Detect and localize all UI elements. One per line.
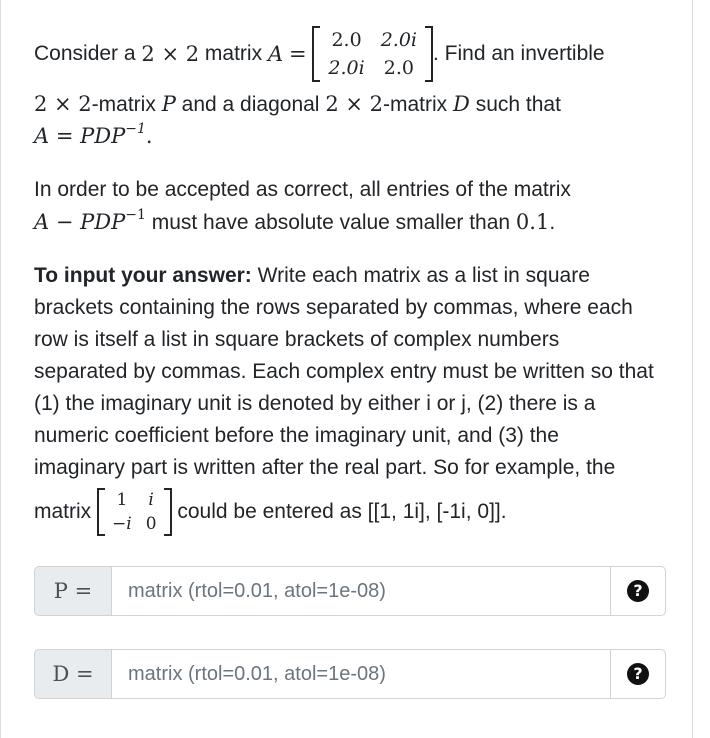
answer-P-label: P = xyxy=(34,566,112,616)
answer-P-group xyxy=(34,566,666,616)
intro-post: . Find an invertible xyxy=(433,42,605,65)
line2-d: such that xyxy=(475,93,561,116)
howto-line-5: (1) the imaginary unit is denoted by either i or j, (2) there is a xyxy=(34,392,596,415)
question-circle-icon: ? xyxy=(627,663,649,685)
matrix-A-cell: 2.0 xyxy=(383,57,414,79)
answer-D-label: D = xyxy=(34,649,112,699)
dim-2x2: 2 × 2 xyxy=(141,42,200,66)
example-line xyxy=(34,482,674,542)
question-circle-icon: ? xyxy=(627,580,649,602)
dim-2x2-b: 2 × 2 xyxy=(34,92,92,116)
answer-D-input[interactable] xyxy=(112,649,610,699)
symbol-P: P xyxy=(161,92,176,116)
example-post: could be entered as [[1, 1i], [-1i, 0]]. xyxy=(177,500,507,523)
howto-line-6: numeric coefficient before the imaginary unit, and (3) the xyxy=(34,424,559,447)
question-line-1 xyxy=(34,22,674,86)
matrix-A xyxy=(312,26,433,82)
howto-line-7: imaginary part is written after the real part. So for example, the xyxy=(34,456,616,479)
accept-text: must have absolute value smaller than xyxy=(151,211,511,234)
answer-D-group xyxy=(34,649,666,699)
howto-bold: To input your answer: xyxy=(34,264,252,287)
equation-A-PDP: $A = PDP^{-1}$. xyxy=(34,121,153,148)
howto-line-3: row is itself a list in square brackets of complex numbers xyxy=(34,328,560,351)
howto-line-2: brackets containing the rows separated by commas, where each xyxy=(34,296,633,319)
matrix-A-cell: 2.0i xyxy=(328,57,365,79)
line2-c: -matrix xyxy=(382,93,448,116)
howto-line-4: separated by commas. Each complex entry must be written so that xyxy=(34,360,654,383)
intro-matrix-word: matrix xyxy=(204,42,263,65)
example-matrix-cell: 1 xyxy=(116,490,128,510)
accept-expr: A − PDP xyxy=(34,210,126,234)
symbol-A: A xyxy=(267,42,284,66)
matrix-A-cell: 2.0 xyxy=(331,29,362,51)
matrix-A-cell: 2.0i xyxy=(380,29,417,51)
symbol-D: D xyxy=(453,92,470,116)
dim-2x2-c: 2 × 2 xyxy=(325,92,383,116)
howto-line-1: To input your answer: Write each matrix as a list in square xyxy=(34,264,590,287)
intro-pre: Consider a xyxy=(34,42,136,65)
answer-P-input[interactable] xyxy=(112,566,610,616)
accept-threshold: 0.1 xyxy=(515,210,550,234)
question-line-2 xyxy=(34,88,674,121)
accept-line-1: In order to be accepted as correct, all entries of the matrix xyxy=(34,178,571,201)
answer-P-help-button[interactable] xyxy=(610,566,666,616)
equals-sign: = xyxy=(288,42,307,66)
line2-b: and a diagonal xyxy=(181,93,320,116)
answer-D-help-button[interactable] xyxy=(610,649,666,699)
example-matrix xyxy=(97,488,172,536)
example-matrix-cell: i xyxy=(148,490,154,510)
accept-line-2: $A - PDP^{-1}$ must have absolute value smaller than 0.1. xyxy=(34,207,556,234)
example-matrix-cell: −i xyxy=(112,514,132,534)
example-matrix-cell: 0 xyxy=(145,514,157,534)
line2-a: -matrix xyxy=(91,93,156,116)
example-pre: matrix xyxy=(34,500,92,523)
